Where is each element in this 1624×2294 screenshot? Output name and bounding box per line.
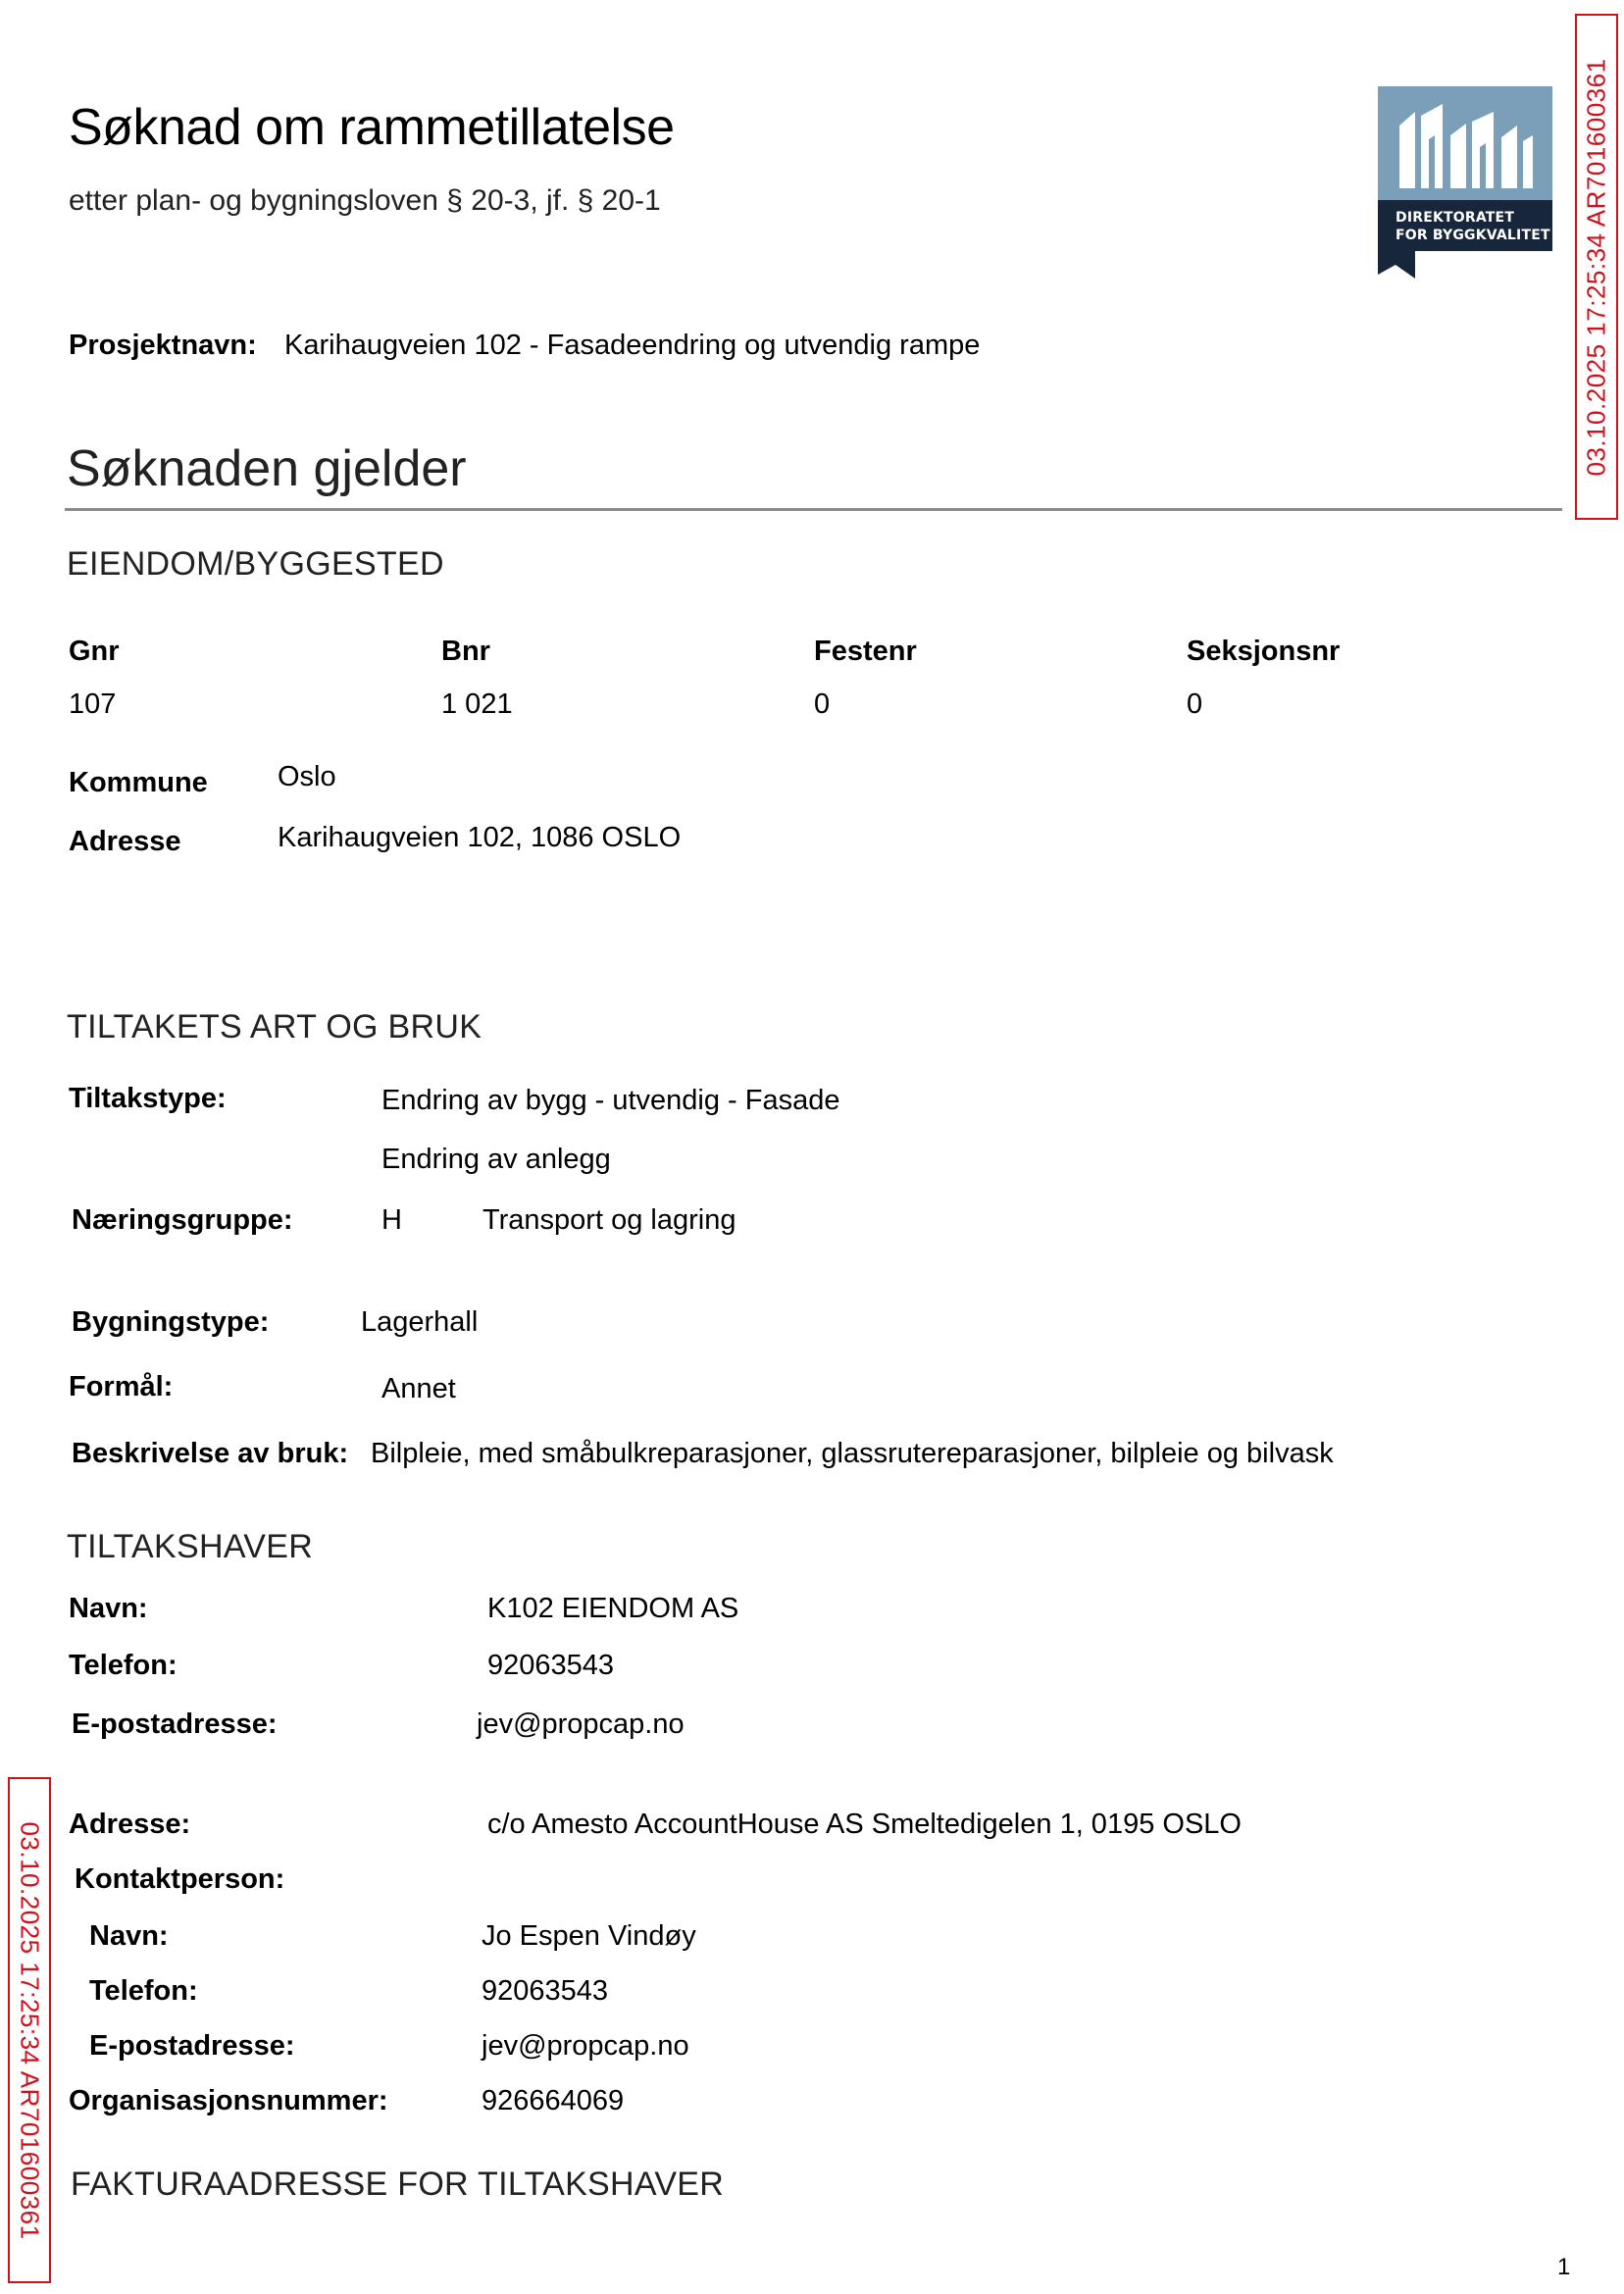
kontakt-telefon-label: Telefon: [89, 1975, 198, 2007]
formal-label: Formål: [69, 1371, 174, 1402]
tiltakstype-value-1: Endring av bygg - utvendig - Fasade [381, 1085, 840, 1116]
registration-stamp-left [8, 1777, 51, 2283]
festenr-label: Festenr [814, 636, 917, 667]
navn-value: K102 EIENDOM AS [487, 1593, 739, 1624]
fakturaadresse-heading: FAKTURAADRESSE FOR TILTAKSHAVER [71, 2166, 725, 2203]
property-heading: EIENDOM/BYGGESTED [67, 545, 444, 583]
kontakt-epost-value: jev@propcap.no [482, 2030, 689, 2062]
kommune-label: Kommune [69, 767, 208, 798]
naeringsgruppe-code: H [381, 1204, 402, 1236]
naeringsgruppe-value: Transport og lagring [482, 1204, 736, 1236]
logo-line-2: FOR BYGGKVALITET [1396, 228, 1550, 243]
kontakt-navn-value: Jo Espen Vindøy [482, 1920, 696, 1952]
formal-value: Annet [381, 1373, 456, 1404]
stamp-text: 03.10.2025 17:25:34 AR701600361 [1581, 57, 1611, 477]
telefon-value: 92063543 [487, 1650, 615, 1681]
page-number: 1 [1557, 2254, 1571, 2280]
dibk-logo [1378, 86, 1552, 279]
bruk-value: Bilpleie, med småbulkreparasjoner, glassrutereparasjoner, bilpleie og bilvask [371, 1438, 1334, 1469]
festenr-value: 0 [814, 688, 831, 720]
organisasjonsnummer-label: Organisasjonsnummer: [69, 2085, 388, 2116]
seksjonsnr-label: Seksjonsnr [1187, 636, 1341, 667]
organisasjonsnummer-value: 926664069 [482, 2085, 625, 2116]
bygningstype-value: Lagerhall [361, 1306, 479, 1338]
kontaktperson-label: Kontaktperson: [75, 1863, 285, 1895]
tiltakstype-value-2: Endring av anlegg [381, 1144, 611, 1175]
section-title: Søknaden gjelder [67, 440, 467, 497]
adresse-value: Karihaugveien 102, 1086 OSLO [278, 822, 682, 853]
bnr-value: 1 021 [441, 688, 513, 720]
seksjonsnr-value: 0 [1187, 688, 1203, 720]
naeringsgruppe-label: Næringsgruppe: [72, 1204, 293, 1236]
kontakt-telefon-value: 92063543 [482, 1975, 609, 2007]
telefon-label: Telefon: [69, 1650, 178, 1681]
kommune-value: Oslo [278, 761, 336, 792]
tiltakstype-label: Tiltakstype: [69, 1083, 227, 1114]
document-title: Søknad om rammetillatelse [69, 99, 675, 156]
kontakt-epost-label: E-postadresse: [89, 2030, 295, 2062]
dibk-logo-graphic [1378, 86, 1552, 279]
tiltakshaver-adresse-value: c/o Amesto AccountHouse AS Smeltedigelen 1, 0195 OSLO [487, 1809, 1242, 1840]
project-name-label: Prosjektnavn: [69, 330, 257, 361]
registration-stamp-right [1575, 14, 1618, 520]
tiltakshaver-heading: TILTAKSHAVER [67, 1528, 314, 1565]
project-name-value: Karihaugveien 102 - Fasadeendring og utvendig rampe [284, 330, 981, 361]
epost-value: jev@propcap.no [477, 1708, 685, 1740]
document-subtitle: etter plan- og bygningsloven § 20-3, jf. § 20-1 [69, 184, 661, 217]
kontakt-navn-label: Navn: [89, 1920, 169, 1952]
tiltakshaver-adresse-label: Adresse: [69, 1809, 191, 1840]
gnr-value: 107 [69, 688, 117, 720]
epost-label: E-postadresse: [72, 1708, 278, 1740]
stamp-text: 03.10.2025 17:25:34 AR701600361 [15, 1820, 45, 2240]
adresse-label: Adresse [69, 826, 181, 857]
bruk-label: Beskrivelse av bruk: [72, 1438, 349, 1469]
bnr-label: Bnr [441, 636, 490, 667]
section-divider [65, 508, 1562, 511]
gnr-label: Gnr [69, 636, 120, 667]
navn-label: Navn: [69, 1593, 148, 1624]
bygningstype-label: Bygningstype: [72, 1306, 270, 1338]
logo-line-1: DIREKTORATET [1396, 210, 1515, 226]
tiltak-heading: TILTAKETS ART OG BRUK [67, 1008, 482, 1045]
